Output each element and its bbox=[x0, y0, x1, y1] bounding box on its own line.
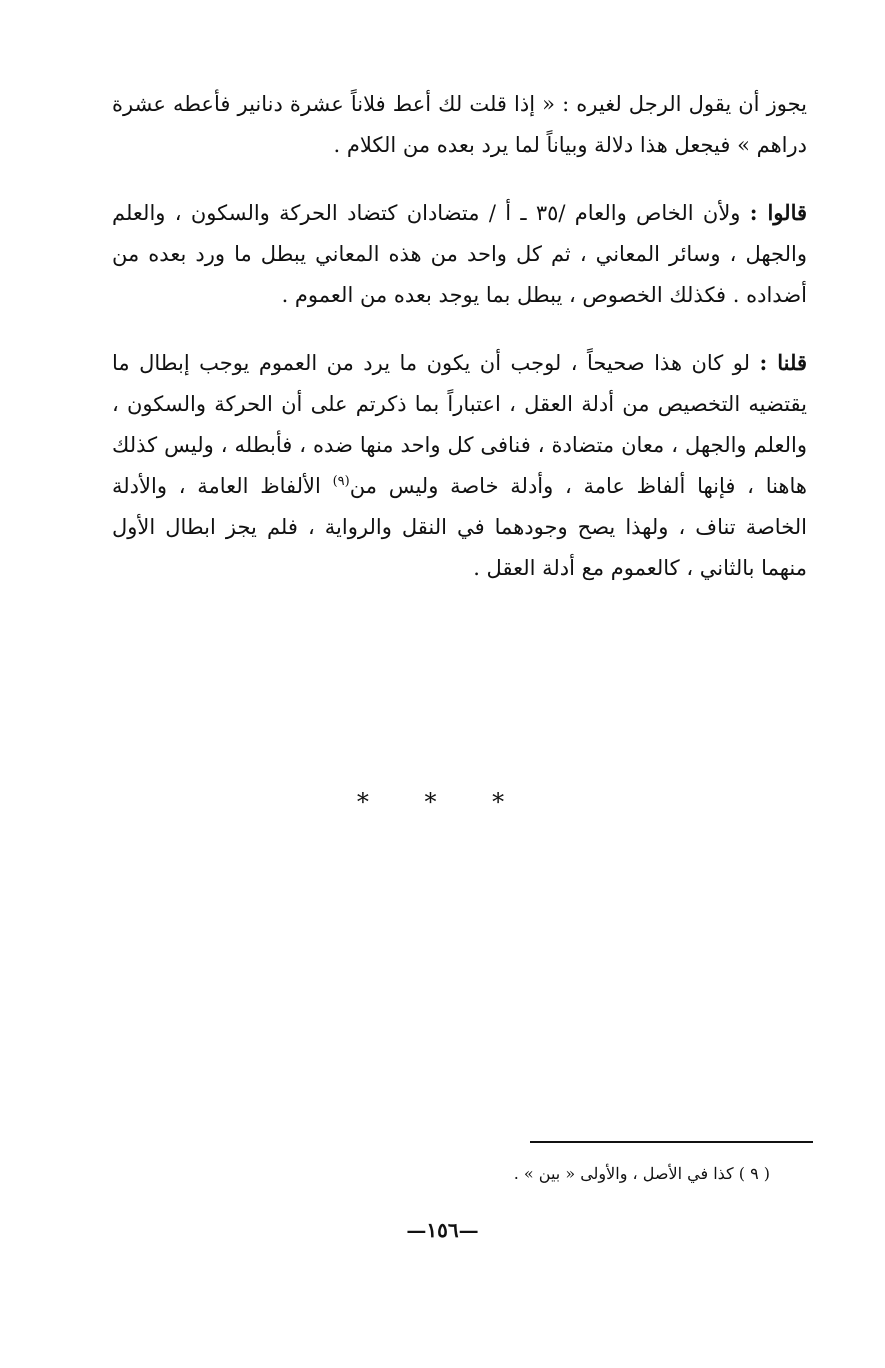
page-number: —١٥٦— bbox=[406, 1218, 479, 1242]
paragraph-2-text: ولأن الخاص والعام /٣٥ ـ أ / متضادان كتضاد الحركة والسكون ، والعلم والجهل ، وسائر المعاني ، ثم كل واحد من هذه المعاني يبطل ما ورد بعده من أضداده . فكذلك الخصوص ، يبطل بما يوجد بعده من العموم . bbox=[112, 201, 807, 307]
paragraph-2-lead: قالوا : bbox=[749, 200, 808, 225]
paragraph-3-text-before: لو كان هذا صحيحاً ، لوجب أن يكون ما يرد من العموم يوجب إبطال ما يقتضيه التخصيص من أدلة العقل ، اعتباراً بما ذكرتم على أن الحركة والسكون ، والعلم والجهل ، معان متضادة ، فنافى كل واحد منها ضده ، فأبطله ، وليس كذلك هاهنا ، فإنها ألفاظ عامة ، وأدلة خاصة وليس من bbox=[112, 351, 807, 498]
paragraph-3-lead: قلنا : bbox=[759, 350, 807, 375]
paragraph-2 bbox=[112, 192, 807, 316]
footnote-divider bbox=[530, 1141, 813, 1143]
section-separator: * * * bbox=[356, 788, 529, 816]
main-text bbox=[112, 84, 807, 589]
footnote: ( ٩ ) كذا في الأصل ، والأولى « بين » . bbox=[513, 1164, 770, 1183]
paragraph-1 bbox=[112, 84, 807, 166]
paragraph-1-text: يجوز أن يقول الرجل لغيره : « إذا قلت لك أعط فلاناً عشرة دنانير فأعطه عشرة دراهم » فيجعل هذا دلالة وبياناً لما يرد بعده من الكلام . bbox=[112, 92, 807, 157]
paragraph-3 bbox=[112, 342, 807, 589]
paragraph-3-text-after: الألفاظ العامة ، والأدلة الخاصة تناف ، ولهذا يصح وجودهما في النقل والرواية ، فلم يجز ابطال الأول منهما بالثاني ، كالعموم مع أدلة العقل . bbox=[112, 474, 807, 580]
footnote-reference: (٩) bbox=[332, 474, 350, 489]
